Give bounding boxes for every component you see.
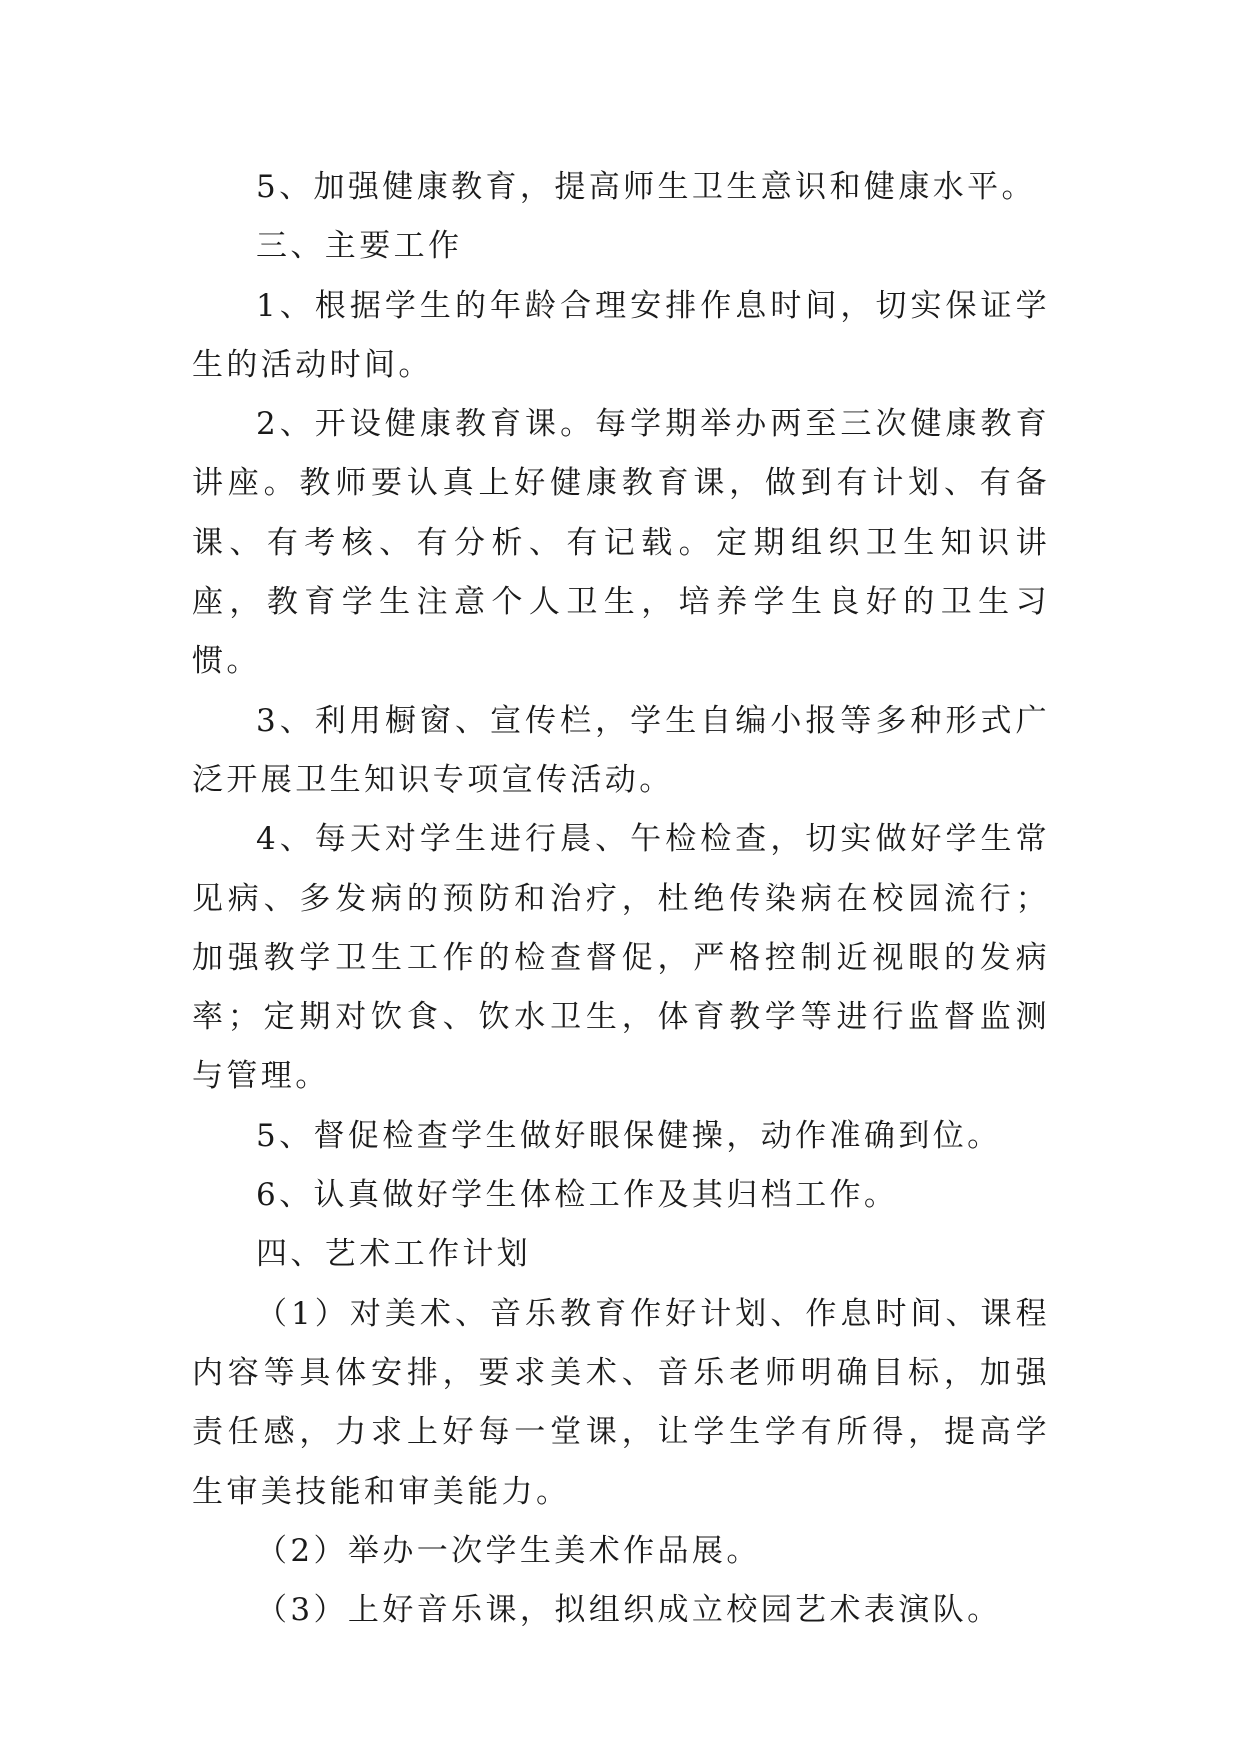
document-body	[192, 158, 1050, 1640]
paragraph-daily-checks: 4、每天对学生进行晨、午检检查，切实做好学生常见病、多发病的预防和治疗，杜绝传染病在校园流行；加强教学卫生工作的检查督促，严格控制近视眼的发病率；定期对饮食、饮水卫生，体育教学等进行监督监测与管理。	[192, 821, 1050, 1095]
paragraph-health-education-goal: 5、加强健康教育，提高师生卫生意识和健康水平。	[256, 169, 1036, 205]
section-heading-art-plan: 四、艺术工作计划	[256, 1236, 532, 1273]
paragraph-physical-exam: 6、认真做好学生体检工作及其归档工作。	[256, 1177, 899, 1214]
paragraph-music-class: （3）上好音乐课，拟组织成立校园艺术表演队。	[256, 1592, 1002, 1629]
paragraph-schedule: 1、根据学生的年龄合理安排作息时间，切实保证学生的活动时间。	[192, 287, 1050, 383]
paragraph-health-course: 2、开设健康教育课。每学期举办两至三次健康教育讲座。教师要认真上好健康教育课，做到有计划、有备课、有考核、有分析、有记载。定期组织卫生知识讲座，教育学生注意个人卫生，培养学生良好的卫生习惯。	[192, 406, 1050, 680]
paragraph-eye-exercises: 5、督促检查学生做好眼保健操，动作准确到位。	[256, 1117, 1002, 1154]
paragraph-publicity: 3、利用橱窗、宣传栏，学生自编小报等多种形式广泛开展卫生知识专项宣传活动。	[192, 702, 1050, 798]
paragraph-art-music-plan: （1）对美术、音乐教育作好计划、作息时间、课程内容等具体安排，要求美术、音乐老师明确目标，加强责任感，力求上好每一堂课，让学生学有所得，提高学生审美技能和审美能力。	[192, 1295, 1050, 1510]
paragraph-art-exhibition: （2）举办一次学生美术作品展。	[256, 1532, 761, 1569]
section-heading-main-work: 三、主要工作	[256, 228, 463, 265]
